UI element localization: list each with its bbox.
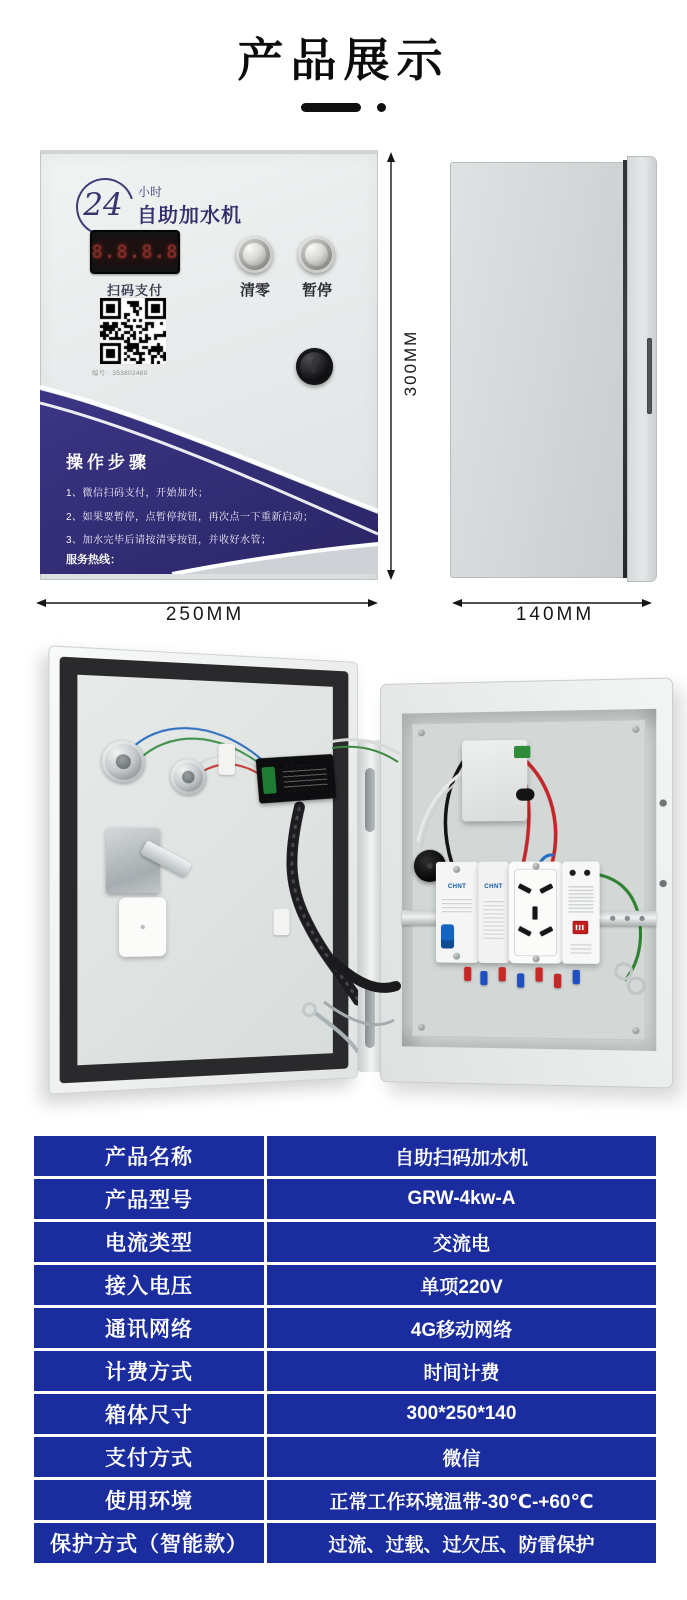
breaker-label-lines [442, 896, 472, 912]
button-back-disc [102, 740, 145, 784]
operation-step: 2、如果要暂停，点暂停按钮，再次点一下重新启动； [66, 512, 314, 523]
screw [453, 953, 460, 960]
door-wiring-graphic [48, 645, 358, 1095]
title-dash-icon [301, 103, 361, 112]
qr-code [100, 298, 166, 364]
spec-row-value: 4G移动网络 [267, 1308, 656, 1348]
clear-button-label: 清零 [239, 282, 270, 299]
page-title: 产品展示 [237, 34, 450, 86]
screw [453, 866, 460, 873]
operation-step: 1、微信扫码支付，开始加水； [66, 488, 209, 499]
box-interior [402, 709, 656, 1051]
din-rail-hole [610, 916, 615, 921]
cabinet-side-body [450, 162, 623, 578]
spec-row-value: 单项220V [267, 1265, 656, 1305]
clear-button [236, 236, 273, 273]
operation-step: 3、加水完毕后请按清零按钮，并收好水管； [66, 535, 272, 546]
height-dimension-arrow [384, 152, 398, 580]
circuit-breaker [436, 862, 478, 963]
spec-row-label: 支付方式 [34, 1437, 264, 1477]
breaker-toggle [441, 924, 454, 948]
cable-clip [274, 909, 290, 936]
psu-pot [570, 870, 576, 876]
spec-row-label: 接入电压 [34, 1265, 264, 1305]
power-socket [509, 862, 562, 964]
spec-row-value: 300*250*140 [267, 1394, 656, 1434]
breaker-brand-label: CHNT [484, 884, 503, 891]
spec-row-label: 使用环境 [34, 1480, 264, 1520]
wire-connector [499, 967, 506, 981]
pcb-label [283, 764, 328, 791]
psu-pot [584, 870, 590, 876]
logo-number: 24 [83, 187, 123, 223]
pause-button-label: 暂停 [301, 282, 332, 299]
relay-terminal [514, 746, 530, 758]
psu-vents [568, 884, 593, 913]
product-front-photo [40, 150, 378, 580]
wire-connector [464, 967, 471, 981]
wire-connector [554, 974, 561, 988]
width-dimension-label: 250MM [165, 604, 245, 625]
led-display-digits: 8.8.8.8 [97, 237, 173, 267]
internal-components-photo [28, 650, 660, 1086]
relay-dc-jack [516, 788, 534, 800]
socket-hole [532, 906, 537, 919]
keyhole-lock-icon [296, 348, 333, 385]
wall-hole [659, 799, 666, 806]
breaker-aux-module [478, 862, 509, 963]
spec-row-value: 自助扫码加水机 [267, 1136, 656, 1176]
title-dot-icon [377, 103, 386, 112]
din-rail-hole [625, 916, 630, 921]
hinge-knuckle [365, 768, 375, 832]
cabinet-box-open [380, 677, 673, 1088]
meanwell-logo [573, 921, 589, 934]
open-door [48, 645, 358, 1095]
wire-connector [573, 970, 580, 984]
spec-row-label: 计费方式 [34, 1351, 264, 1391]
spec-row-value: GRW-4kw-A [267, 1179, 656, 1219]
wire-connector [517, 973, 524, 987]
logo-name: 自助加水机 [137, 205, 242, 227]
spec-row-value: 过流、过载、过欠压、防雷保护 [267, 1523, 656, 1563]
module-label-lines [483, 898, 503, 939]
latch-slot [647, 338, 652, 414]
wire-connector [480, 971, 487, 985]
spec-row-label: 通讯网络 [34, 1308, 264, 1348]
hotline-label: 服务热线： [66, 554, 121, 566]
spec-row-value: 时间计费 [267, 1351, 656, 1391]
product-side-photo [450, 156, 655, 580]
led-display [90, 230, 180, 274]
spec-row-label: 保护方式（智能款） [34, 1523, 264, 1563]
screw [532, 955, 539, 962]
din-rail-hole [639, 916, 644, 921]
screw [532, 863, 539, 870]
ring-terminal [627, 977, 646, 996]
spec-row-value: 交流电 [267, 1222, 656, 1262]
button-back-disc [170, 759, 206, 795]
controller-relay-box [462, 740, 527, 822]
psu-label-lines [571, 941, 592, 953]
hinge-knuckle [365, 984, 375, 1048]
serial-number: 编号：353802480 [92, 370, 148, 377]
spec-row-label: 产品型号 [34, 1179, 264, 1219]
title-underline [0, 100, 687, 114]
door-hinge-strip [358, 740, 382, 1072]
height-dimension-label: 300MM [401, 329, 420, 397]
wall-hole [659, 880, 666, 887]
cabinet-door-edge [627, 156, 657, 582]
lock-plastic-cover [119, 897, 166, 957]
display-pcb-module [256, 754, 337, 804]
logo-unit: 小时 [138, 185, 163, 199]
cable-clip [219, 744, 235, 775]
steps-title: 操作步骤 [66, 453, 150, 472]
spec-row-label: 电流类型 [34, 1222, 264, 1262]
power-supply [562, 861, 599, 963]
spec-row-value: 微信 [267, 1437, 656, 1477]
spec-row-value: 正常工作环境温带-30℃-+60℃ [267, 1480, 656, 1520]
spec-row-label: 箱体尺寸 [34, 1394, 264, 1434]
scan-pay-label: 扫码支付 [106, 283, 163, 298]
spec-table [34, 1136, 656, 1563]
spec-row-label: 产品名称 [34, 1136, 264, 1176]
pause-button [298, 236, 335, 273]
depth-dimension-label: 140MM [515, 604, 595, 625]
breaker-brand-label: CHNT [447, 884, 467, 891]
wire-connector [536, 967, 543, 981]
pcb-terminal-block [261, 767, 276, 794]
